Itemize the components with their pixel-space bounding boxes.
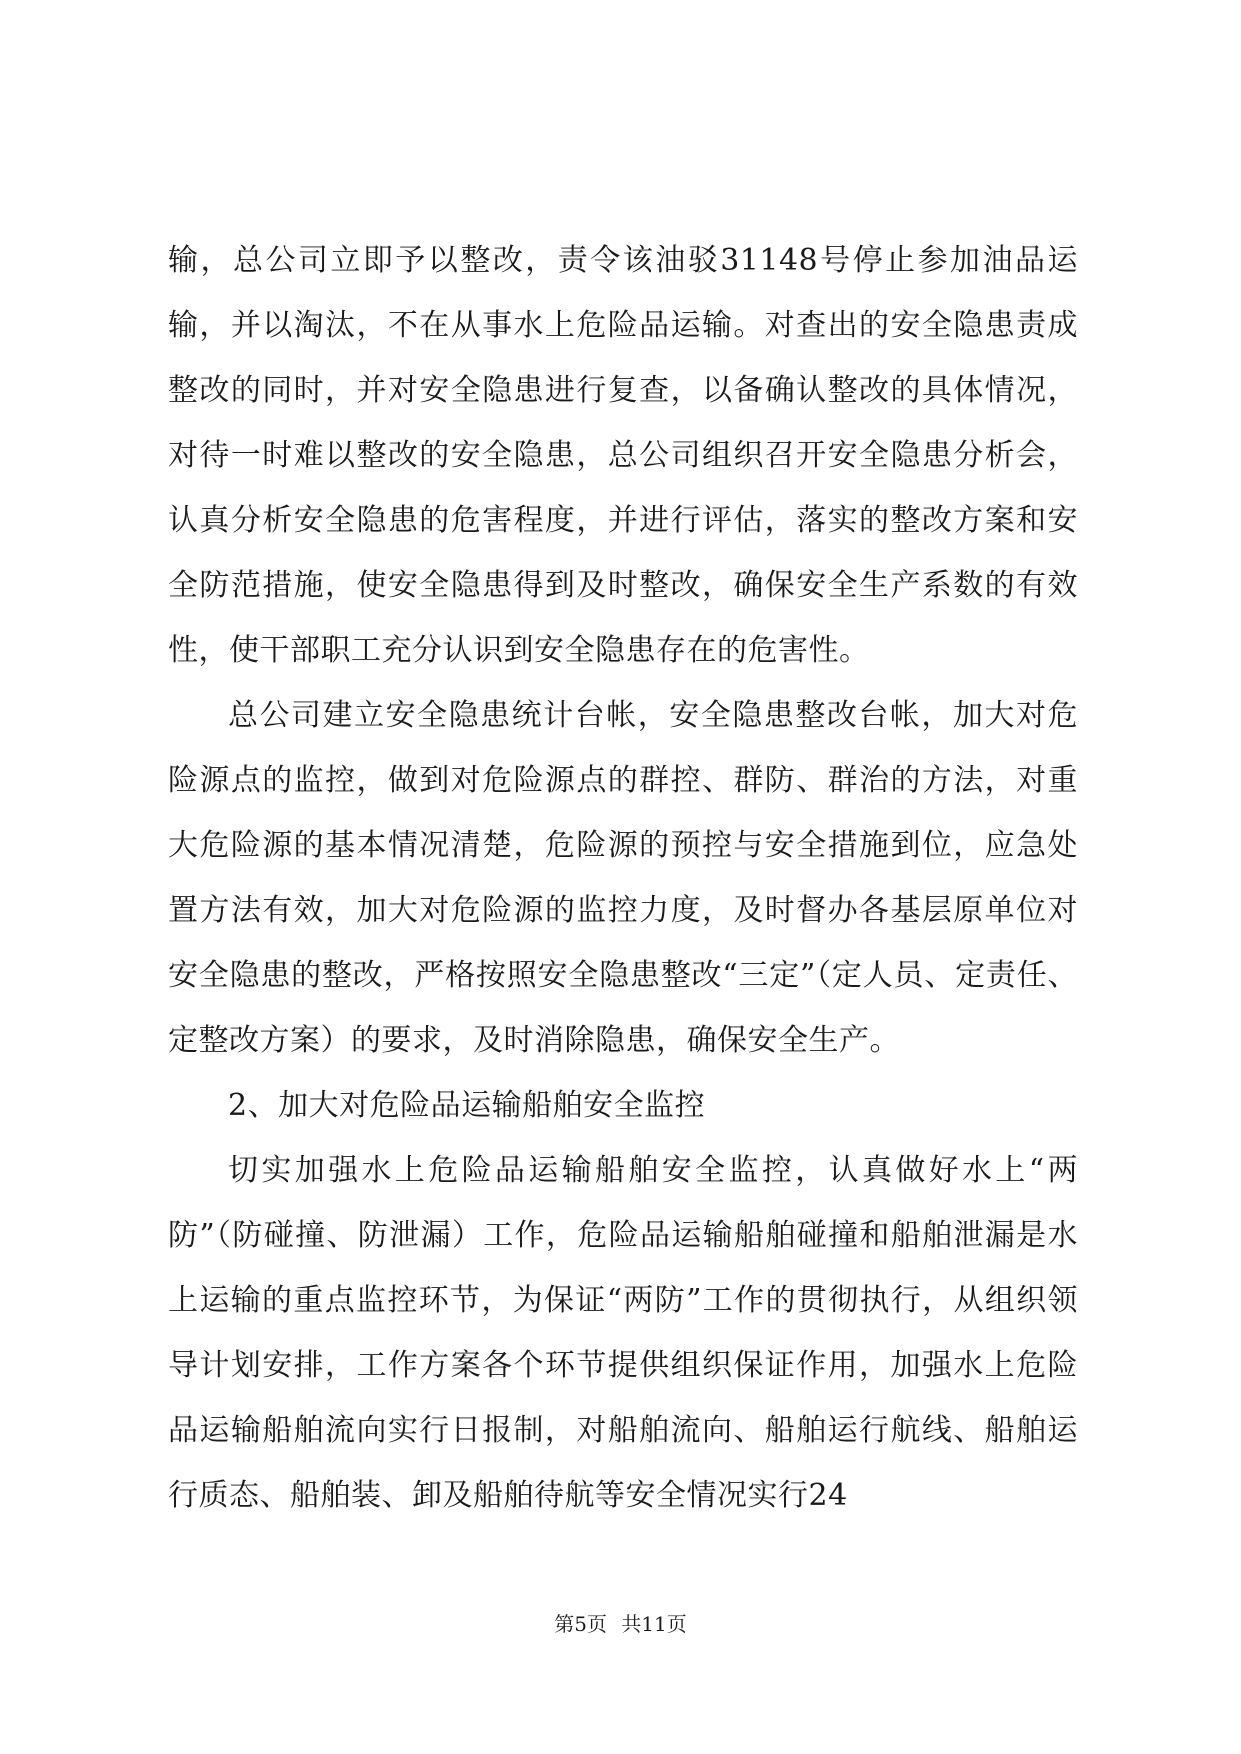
paragraph-1: 输，总公司立即予以整改，责令该油驳31148号停止参加油品运输，并以淘汰，不在从事水上危险品运输。对查出的安全隐患责成整改的同时，并对安全隐患进行复查，以备确认整改的具体情况，对待一时难以整改的安全隐患，总公司组织召开安全隐患分析会，认真分析安全隐患的危害程度，并进行评估，落实的整改方案和安全防范措施，使安全隐患得到及时整改，确保安全生产系数的有效性，使干部职工充分认识到安全隐患存在的危害性。 [168, 243, 1078, 668]
page-number: 第5页 [554, 1612, 607, 1636]
paragraph-3: 切实加强水上危险品运输船舶安全监控，认真做好水上“两防”（防碰撞、防泄漏）工作，危险品运输船舶碰撞和船舶泄漏是水上运输的重点监控环节，为保证“两防”工作的贯彻执行，从组织领导计划安排，工作方案各个环节提供组织保证作用，加强水上危险品运输船舶流向实行日报制，对船舶流向、船舶运行航线、船舶运行质态、船舶装、卸及船舶待航等安全情况实行24 [168, 1153, 1078, 1513]
page-total: 共11页 [621, 1612, 687, 1636]
section-heading: 2、加大对危险品运输船舶安全监控 [228, 1088, 706, 1123]
document-body [168, 228, 1078, 1528]
page-footer [0, 1609, 1241, 1639]
paragraph-2: 总公司建立安全隐患统计台帐，安全隐患整改台帐，加大对危险源点的监控，做到对危险源点的群控、群防、群治的方法，对重大危险源的基本情况清楚，危险源的预控与安全措施到位，应急处置方法有效，加大对危险源的监控力度，及时督办各基层原单位对安全隐患的整改，严格按照安全隐患整改“三定”（定人员、定责任、定整改方案）的要求，及时消除隐患，确保安全生产。 [168, 698, 1078, 1058]
